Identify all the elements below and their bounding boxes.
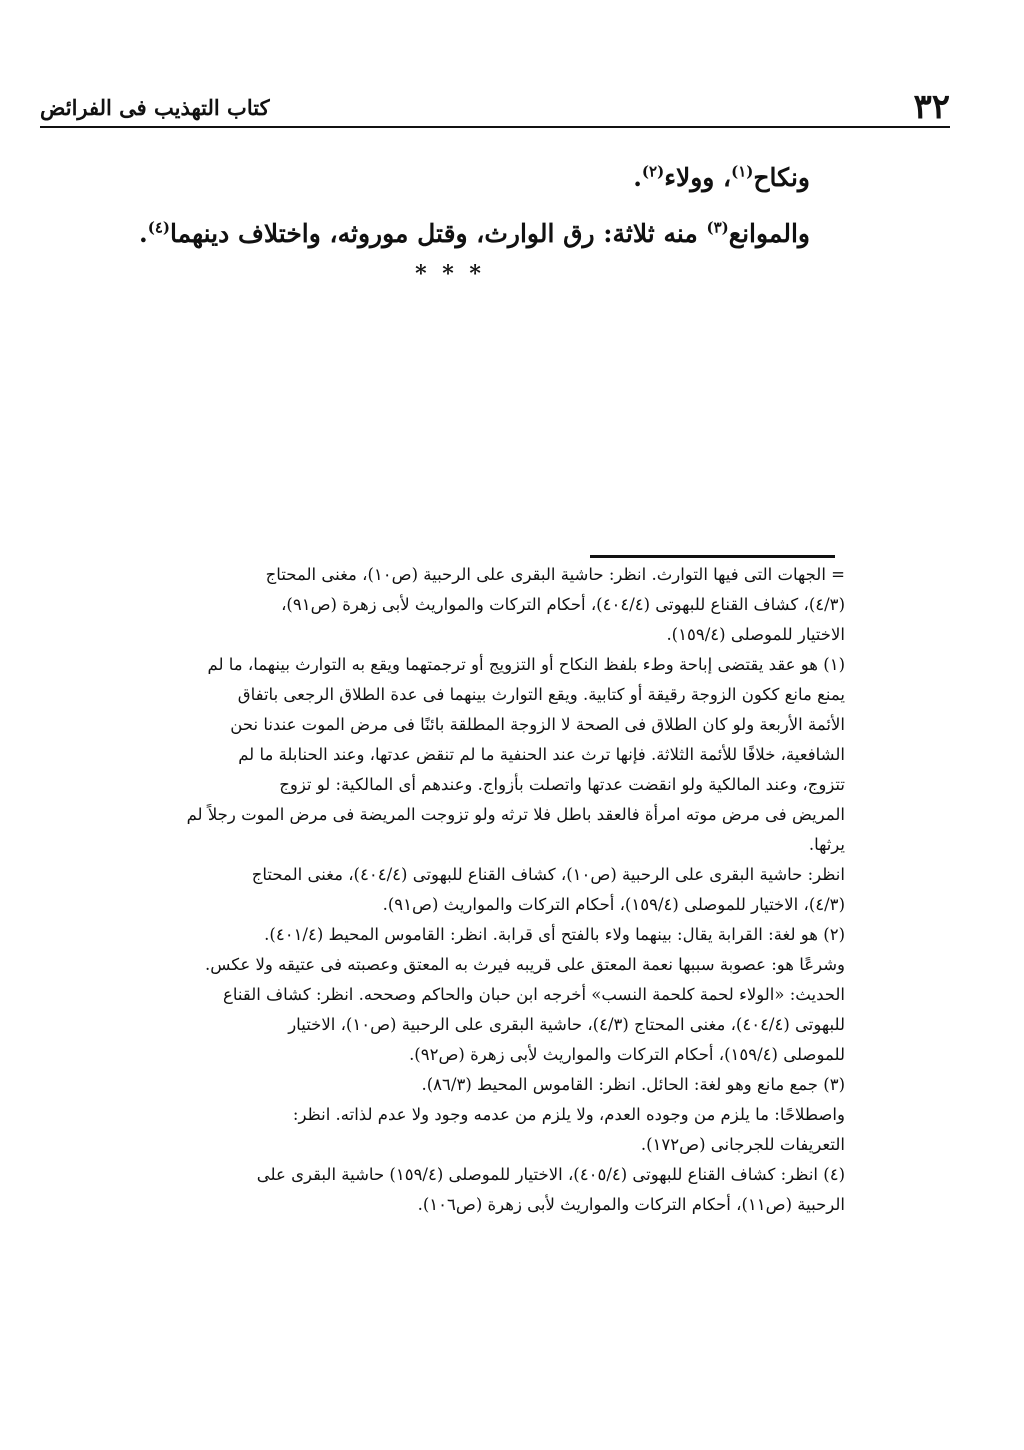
footnote-continuation xyxy=(55,560,845,650)
footnote-line: يمنع مانع ككون الزوجة رقيقة أو كتابية. ويقع التوارث بينهما فى عدة الطلاق الرجعى باتفاق xyxy=(237,685,845,704)
main-line-1 xyxy=(150,150,810,206)
footnote-line: للموصلى (١٥٩/٤)، أحكام التركات والمواريث لأبى زهرة (ص٩٢). xyxy=(409,1045,845,1064)
footnotes xyxy=(55,560,845,1380)
footnote-1 xyxy=(55,650,845,920)
footnote-line: يرثها. xyxy=(808,835,845,854)
footnote-line: (٣) جمع مانع وهو لغة: الحائل. انظر: القاموس المحيط (٨٦/٣). xyxy=(421,1075,845,1094)
page-number: ٣٢ xyxy=(913,87,950,127)
footnote-rule xyxy=(590,555,835,558)
page-header xyxy=(40,87,950,128)
footnote-ref-1: (١) xyxy=(731,162,754,181)
footnote-line: الأئمة الأربعة ولو كان الطلاق فى الصحة لا الزوجة المطلقة بائنًا فى مرض الموت عندنا نحن xyxy=(230,715,845,734)
footnote-4 xyxy=(55,1160,845,1220)
footnote-line: الرحبية (ص١١)، أحكام التركات والمواريث لأبى زهرة (ص١٠٦). xyxy=(417,1195,845,1214)
footnote-line: (٤) انظر: كشاف القناع للبهوتى (٤٠٥/٤)، الاختيار للموصلى (١٥٩/٤) حاشية البقرى على xyxy=(256,1165,845,1184)
footnote-line: واصطلاحًا: ما يلزم من وجوده العدم، ولا يلزم من عدمه وجود ولا عدم لذاته. انظر: xyxy=(292,1105,845,1124)
footnote-line: = الجهات التى فيها التوارث. انظر: حاشية البقرى على الرحبية (ص١٠)، مغنى المحتاج xyxy=(265,565,845,584)
main-text xyxy=(139,150,810,262)
footnote-line: التعريفات للجرجانى (ص١٧٢). xyxy=(640,1135,845,1154)
footnote-line: (٢) هو لغة: القرابة يقال: بينهما ولاء بالفتح أى قرابة. انظر: القاموس المحيط (٤٠١/٤). xyxy=(264,925,845,944)
footnote-line: (١) هو عقد يقتضى إباحة وطء بلفظ النكاح أو التزويج أو ترجمتهما ويقع به التوارث بينهما، ما لم xyxy=(207,655,845,674)
main-line-2-end: . xyxy=(139,219,148,248)
footnote-line: للبهوتى (٤٠٤/٤)، مغنى المحتاج (٤/٣)، حاشية البقرى على الرحبية (ص١٠)، الاختيار xyxy=(288,1015,845,1034)
footnote-line: تتزوج، وعند المالكية ولو انقضت عدتها واتصلت بأزواج. وعندهم أى المالكية: لو تزوج xyxy=(279,775,845,794)
footnote-line: (٤/٣)، الاختيار للموصلى (١٥٩/٤)، أحكام التركات والمواريث (ص٩١). xyxy=(382,895,845,914)
main-line-1-end: . xyxy=(633,163,642,192)
main-line-2-text: والموانع xyxy=(728,219,810,248)
footnote-3 xyxy=(55,1070,845,1160)
footnote-ref-3: (٣) xyxy=(706,218,729,237)
footnote-line: الحديث: «الولاء لحمة كلحمة النسب» أخرجه ابن حبان والحاكم وصححه. انظر: كشاف القناع xyxy=(223,985,845,1004)
footnote-line: (٤/٣)، كشاف القناع للبهوتى (٤٠٤/٤)، أحكام التركات والمواريث لأبى زهرة (ص٩١)، xyxy=(281,595,845,614)
footnote-line: الشافعية، خلافًا للأئمة الثلاثة. فإنها ترث عند الحنفية ما لم تنقض عدتها، وعند الحنابلة ما لم xyxy=(238,745,845,764)
footnote-ref-4: (٤) xyxy=(147,218,171,237)
footnote-2 xyxy=(55,920,845,1070)
section-separator: * * * xyxy=(415,261,485,287)
running-title: كتاب التهذيب فى الفرائض xyxy=(40,95,270,120)
footnote-line: وشرعًا هو: عصوبة سببها نعمة المعتق على قريبه فيرث به المعتق وعصبته فى عتيقه ولا عكس. xyxy=(205,955,845,974)
main-line-1-mid: ، وولاء xyxy=(664,163,732,192)
main-line-2 xyxy=(139,206,810,262)
footnote-line: الاختيار للموصلى (١٥٩/٤). xyxy=(666,625,845,644)
footnote-line: انظر: حاشية البقرى على الرحبية (ص١٠)، كشاف القناع للبهوتى (٤٠٤/٤)، مغنى المحتاج xyxy=(251,865,845,884)
main-line-2-mid: منه ثلاثة: رق الوارث، وقتل موروثه، واختلاف دينهما xyxy=(170,219,707,248)
footnote-ref-2: (٢) xyxy=(641,162,665,181)
main-line-1-text: ونكاح xyxy=(753,163,810,192)
footnote-line: المريض فى مرض موته امرأة فالعقد باطل فلا ترثه ولو تزوجت المريضة فى مرض الموت رجلاً لم xyxy=(186,805,845,824)
